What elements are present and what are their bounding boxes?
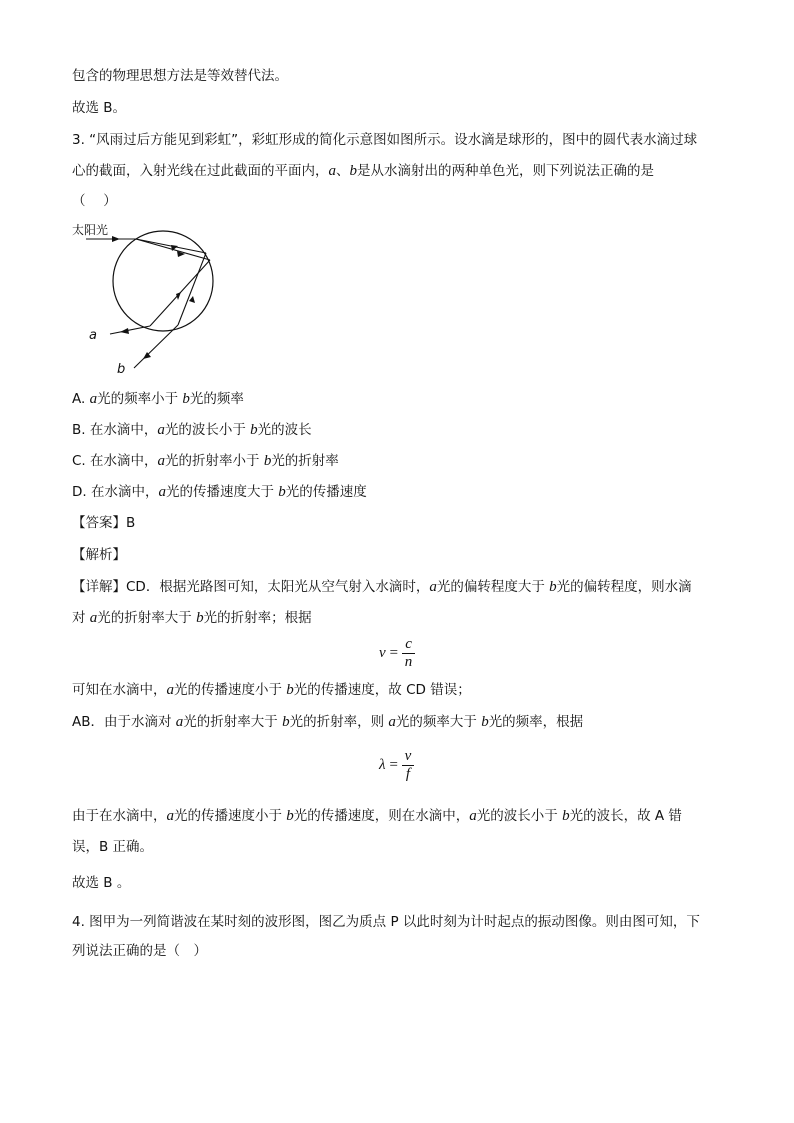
q3-paren: （ ） xyxy=(72,193,117,209)
text-line: 包含的物理思想方法是等效替代法。 xyxy=(72,68,288,84)
answer-line: 【答案】B xyxy=(72,515,136,531)
option-b: B. 在水滴中，a光的波长小于 b光的波长 xyxy=(72,422,312,438)
detail-line4: AB．由于水滴对 a光的折射率大于 b光的折射率，则 a光的频率大于 b光的频率，根据 xyxy=(72,714,584,730)
water-drop-circle xyxy=(113,231,213,331)
arrow-icon xyxy=(176,292,181,300)
arrow-icon xyxy=(189,296,195,303)
exit-ray-a xyxy=(110,326,150,334)
select-line: 故选 B。 xyxy=(72,100,127,116)
formula-speed: v = $\frac{c}{n}$ xyxy=(379,636,415,671)
exit-ray-b xyxy=(134,325,178,368)
ray-b-label: b xyxy=(117,362,126,377)
refracted-ray-b xyxy=(136,239,206,253)
option-c: C. 在水滴中，a光的折射率小于 b光的折射率 xyxy=(72,453,339,469)
q3-stem-line1: 3. “风雨过后方能见到彩虹”，彩虹形成的简化示意图如图所示。设水滴是球形的，图中的圆代表水滴过球 xyxy=(72,132,698,148)
q4-stem-line1: 4. 图甲为一列简谐波在某时刻的波形图，图乙为质点 P 以此时刻为计时起点的振动图像。则由图可知，下 xyxy=(72,914,700,930)
q3-stem-line2: 心的截面，入射光线在过此截面的平面内，a、b是从水滴射出的两种单色光，则下列说法正确的是 xyxy=(72,163,654,179)
arrow-icon xyxy=(120,328,129,334)
detail-line6: 误，B 正确。 xyxy=(72,839,154,855)
detail-line5: 由于在水滴中，a光的传播速度小于 b光的传播速度，则在水滴中，a光的波长小于 b光的波长，故 A 错 xyxy=(72,808,682,824)
option-d: D. 在水滴中，a光的传播速度大于 b光的传播速度 xyxy=(72,484,367,500)
q4-stem-line2: 列说法正确的是（ ） xyxy=(72,943,207,959)
detail-line3: 可知在水滴中，a光的传播速度小于 b光的传播速度，故 CD 错误； xyxy=(72,682,471,698)
reflected-ray-b xyxy=(178,253,206,325)
raindrop-figure xyxy=(68,216,228,384)
option-a: A. a光的频率小于 b光的频率 xyxy=(72,391,244,407)
select-line: 故选 B 。 xyxy=(72,875,131,891)
ray-a-label: a xyxy=(89,328,97,343)
detail-line2: 对 a光的折射率大于 b光的折射率；根据 xyxy=(72,610,312,626)
formula-wavelength: λ = $\frac{v}{f}$ xyxy=(379,748,414,783)
analysis-heading: 【解析】 xyxy=(72,547,126,563)
sun-label: 太阳光 xyxy=(72,223,109,237)
detail-line1: 【详解】CD．根据光路图可知，太阳光从空气射入水滴时，a光的偏转程度大于 b光的偏转程度，则水滴 xyxy=(72,579,692,595)
arrow-icon xyxy=(112,236,120,242)
